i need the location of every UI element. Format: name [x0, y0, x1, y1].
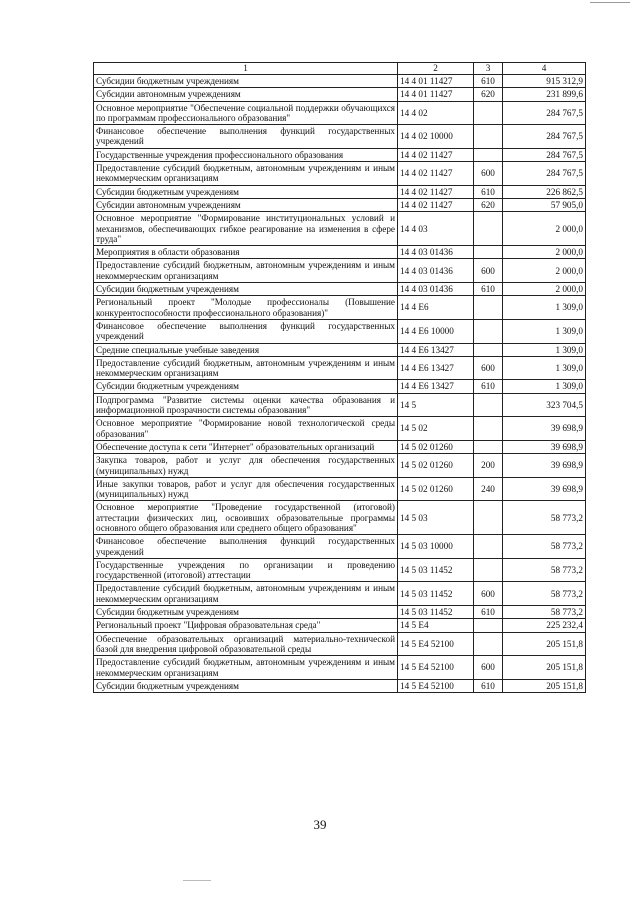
row-expense-type-cell	[474, 558, 503, 582]
row-code-cell: 14 4 E6	[398, 296, 474, 320]
row-name-cell: Государственные учреждения по организации и проведению государственной (итоговой) аттестации	[94, 558, 398, 582]
header-col-2: 2	[398, 63, 474, 75]
row-name-cell: Предоставление субсидий бюджетным, автономным учреждениям и иным некоммерческим организациям	[94, 259, 398, 283]
row-code-cell: 14 5 03 10000	[398, 535, 474, 559]
row-code-cell: 14 4 02 11427	[398, 185, 474, 198]
row-amount-cell: 1 309,0	[503, 319, 586, 343]
row-name-cell: Обеспечение образовательных организаций материально-технической базой для внедрения цифровой образовательной среды	[94, 632, 398, 656]
table-row	[94, 679, 586, 692]
row-name-cell: Предоставление субсидий бюджетным, автономным учреждениям и иным некоммерческим организациям	[94, 656, 398, 680]
row-amount-cell: 284 767,5	[503, 125, 586, 149]
row-name-cell: Закупка товаров, работ и услуг для обеспечения государственных (муниципальных) нужд	[94, 454, 398, 478]
row-amount-cell: 2 000,0	[503, 259, 586, 283]
row-code-cell: 14 4 03 01436	[398, 259, 474, 283]
table-row	[94, 319, 586, 343]
row-code-cell: 14 4 E6 13427	[398, 380, 474, 393]
row-expense-type-cell: 610	[474, 185, 503, 198]
row-name-cell: Региональный проект "Молодые профессионалы (Повышение конкурентоспособности профессионального образования)"	[94, 296, 398, 320]
table-row	[94, 356, 586, 380]
row-amount-cell: 57 905,0	[503, 198, 586, 211]
row-name-cell: Субсидии автономным учреждениям	[94, 198, 398, 211]
table-row	[94, 501, 586, 535]
table-row	[94, 558, 586, 582]
row-expense-type-cell	[474, 619, 503, 632]
row-name-cell: Субсидии бюджетным учреждениям	[94, 283, 398, 296]
row-amount-cell: 58 773,2	[503, 501, 586, 535]
row-amount-cell: 205 151,8	[503, 656, 586, 680]
table-row	[94, 259, 586, 283]
row-code-cell: 14 4 01 11427	[398, 75, 474, 88]
page-number: 39	[313, 817, 327, 832]
row-name-cell: Государственные учреждения профессионального образования	[94, 148, 398, 161]
row-expense-type-cell: 600	[474, 582, 503, 606]
row-amount-cell: 231 899,6	[503, 88, 586, 101]
row-expense-type-cell: 610	[474, 679, 503, 692]
row-expense-type-cell	[474, 148, 503, 161]
row-code-cell: 14 5 E4 52100	[398, 679, 474, 692]
table-body	[94, 75, 586, 693]
row-amount-cell: 1 309,0	[503, 296, 586, 320]
row-name-cell: Основное мероприятие "Обеспечение социальной поддержки обучающихся по программам профессионального образования"	[94, 101, 398, 125]
row-code-cell: 14 5 03 11452	[398, 582, 474, 606]
row-code-cell: 14 5 E4 52100	[398, 632, 474, 656]
row-amount-cell: 39 698,9	[503, 477, 586, 501]
row-name-cell: Подпрограмма "Развитие системы оценки качества образования и информационной прозрачности системы образования"	[94, 393, 398, 417]
row-name-cell: Обеспечение доступа к сети "Интернет" образовательных организаций	[94, 440, 398, 453]
row-amount-cell: 205 151,8	[503, 679, 586, 692]
row-expense-type-cell	[474, 319, 503, 343]
row-code-cell: 14 4 02	[398, 101, 474, 125]
row-expense-type-cell	[474, 101, 503, 125]
table-row	[94, 535, 586, 559]
row-amount-cell: 2 000,0	[503, 212, 586, 246]
table-row	[94, 125, 586, 149]
row-amount-cell: 226 862,5	[503, 185, 586, 198]
table-row	[94, 283, 586, 296]
table-row	[94, 656, 586, 680]
row-amount-cell: 2 000,0	[503, 246, 586, 259]
header-col-4: 4	[503, 63, 586, 75]
row-amount-cell: 58 773,2	[503, 535, 586, 559]
row-code-cell: 14 5 02 01260	[398, 440, 474, 453]
row-amount-cell: 39 698,9	[503, 417, 586, 441]
row-expense-type-cell: 620	[474, 88, 503, 101]
table-row	[94, 343, 586, 356]
row-amount-cell: 1 309,0	[503, 343, 586, 356]
row-code-cell: 14 5 02	[398, 417, 474, 441]
table-row	[94, 393, 586, 417]
header-col-1: 1	[94, 63, 398, 75]
table-row	[94, 417, 586, 441]
row-name-cell: Основное мероприятие "Формирование новой технологической среды образования"	[94, 417, 398, 441]
row-expense-type-cell	[474, 440, 503, 453]
row-code-cell: 14 4 03 01436	[398, 283, 474, 296]
row-name-cell: Субсидии автономным учреждениям	[94, 88, 398, 101]
row-amount-cell: 39 698,9	[503, 454, 586, 478]
row-amount-cell: 2 000,0	[503, 283, 586, 296]
row-name-cell: Финансовое обеспечение выполнения функций государственных учреждений	[94, 535, 398, 559]
row-expense-type-cell	[474, 212, 503, 246]
table-row	[94, 101, 586, 125]
row-name-cell: Предоставление субсидий бюджетным, автономным учреждениям и иным некоммерческим организациям	[94, 582, 398, 606]
row-code-cell: 14 5 03 11452	[398, 606, 474, 619]
row-amount-cell: 284 767,5	[503, 101, 586, 125]
row-name-cell: Субсидии бюджетным учреждениям	[94, 75, 398, 88]
table-row	[94, 477, 586, 501]
row-code-cell: 14 5 03	[398, 501, 474, 535]
table-header-row	[94, 63, 586, 75]
table-row	[94, 619, 586, 632]
row-expense-type-cell	[474, 296, 503, 320]
row-name-cell: Средние специальные учебные заведения	[94, 343, 398, 356]
table-row	[94, 606, 586, 619]
row-expense-type-cell	[474, 417, 503, 441]
row-code-cell: 14 5 E4	[398, 619, 474, 632]
row-expense-type-cell: 600	[474, 259, 503, 283]
row-name-cell: Субсидии бюджетным учреждениям	[94, 380, 398, 393]
row-code-cell: 14 4 02 11427	[398, 148, 474, 161]
row-expense-type-cell: 600	[474, 162, 503, 186]
row-code-cell: 14 4 02 11427	[398, 198, 474, 211]
row-expense-type-cell	[474, 632, 503, 656]
row-amount-cell: 225 232,4	[503, 619, 586, 632]
row-expense-type-cell	[474, 343, 503, 356]
row-expense-type-cell: 200	[474, 454, 503, 478]
row-name-cell: Субсидии бюджетным учреждениям	[94, 606, 398, 619]
table-row	[94, 246, 586, 259]
row-name-cell: Финансовое обеспечение выполнения функций государственных учреждений	[94, 319, 398, 343]
row-name-cell: Региональный проект "Цифровая образовательная среда"	[94, 619, 398, 632]
row-amount-cell: 1 309,0	[503, 356, 586, 380]
row-amount-cell: 915 312,9	[503, 75, 586, 88]
table-row	[94, 162, 586, 186]
table-row	[94, 75, 586, 88]
row-expense-type-cell	[474, 501, 503, 535]
row-code-cell: 14 4 02 11427	[398, 162, 474, 186]
row-expense-type-cell: 610	[474, 75, 503, 88]
row-code-cell: 14 5 E4 52100	[398, 656, 474, 680]
row-code-cell: 14 4 03 01436	[398, 246, 474, 259]
row-expense-type-cell: 610	[474, 380, 503, 393]
row-name-cell: Субсидии бюджетным учреждениям	[94, 185, 398, 198]
table-row	[94, 212, 586, 246]
row-expense-type-cell	[474, 535, 503, 559]
row-code-cell: 14 5 03 11452	[398, 558, 474, 582]
row-code-cell: 14 4 E6 13427	[398, 356, 474, 380]
budget-table	[93, 62, 586, 693]
row-name-cell: Субсидии бюджетным учреждениям	[94, 679, 398, 692]
top-edge-mark	[590, 2, 630, 3]
row-name-cell: Мероприятия в области образования	[94, 246, 398, 259]
table-row	[94, 88, 586, 101]
table-row	[94, 582, 586, 606]
row-code-cell: 14 4 03	[398, 212, 474, 246]
table-row	[94, 632, 586, 656]
row-amount-cell: 323 704,5	[503, 393, 586, 417]
row-expense-type-cell	[474, 246, 503, 259]
row-expense-type-cell: 620	[474, 198, 503, 211]
row-amount-cell: 58 773,2	[503, 582, 586, 606]
table-row	[94, 454, 586, 478]
row-name-cell: Основное мероприятие "Формирование институциональных условий и механизмов, обеспечивающих гибкое реагирование на изменения в сфере труда"	[94, 212, 398, 246]
row-expense-type-cell: 610	[474, 283, 503, 296]
row-code-cell: 14 4 02 10000	[398, 125, 474, 149]
table-row	[94, 185, 586, 198]
row-expense-type-cell: 600	[474, 656, 503, 680]
row-name-cell: Финансовое обеспечение выполнения функций государственных учреждений	[94, 125, 398, 149]
row-name-cell: Основное мероприятие "Проведение государственной (итоговой) аттестации физических лиц, освоивших образовательные программы основного общего образования или среднего общего образования"	[94, 501, 398, 535]
row-amount-cell: 205 151,8	[503, 632, 586, 656]
row-code-cell: 14 5 02 01260	[398, 454, 474, 478]
row-expense-type-cell: 240	[474, 477, 503, 501]
row-expense-type-cell	[474, 125, 503, 149]
row-amount-cell: 58 773,2	[503, 558, 586, 582]
row-amount-cell: 39 698,9	[503, 440, 586, 453]
row-code-cell: 14 4 E6 13427	[398, 343, 474, 356]
row-name-cell: Предоставление субсидий бюджетным, автономным учреждениям и иным некоммерческим организациям	[94, 162, 398, 186]
row-name-cell: Иные закупки товаров, работ и услуг для обеспечения государственных (муниципальных) нужд	[94, 477, 398, 501]
row-amount-cell: 58 773,2	[503, 606, 586, 619]
row-code-cell: 14 5	[398, 393, 474, 417]
row-amount-cell: 284 767,5	[503, 162, 586, 186]
table-row	[94, 440, 586, 453]
row-expense-type-cell	[474, 393, 503, 417]
bottom-edge-mark	[183, 880, 211, 881]
row-amount-cell: 1 309,0	[503, 380, 586, 393]
header-col-3: 3	[474, 63, 503, 75]
row-code-cell: 14 4 E6 10000	[398, 319, 474, 343]
row-code-cell: 14 5 02 01260	[398, 477, 474, 501]
row-name-cell: Предоставление субсидий бюджетным, автономным учреждениям и иным некоммерческим организациям	[94, 356, 398, 380]
row-amount-cell: 284 767,5	[503, 148, 586, 161]
row-expense-type-cell: 610	[474, 606, 503, 619]
row-code-cell: 14 4 01 11427	[398, 88, 474, 101]
row-expense-type-cell: 600	[474, 356, 503, 380]
table-row	[94, 198, 586, 211]
table-row	[94, 296, 586, 320]
table-row	[94, 148, 586, 161]
table-row	[94, 380, 586, 393]
